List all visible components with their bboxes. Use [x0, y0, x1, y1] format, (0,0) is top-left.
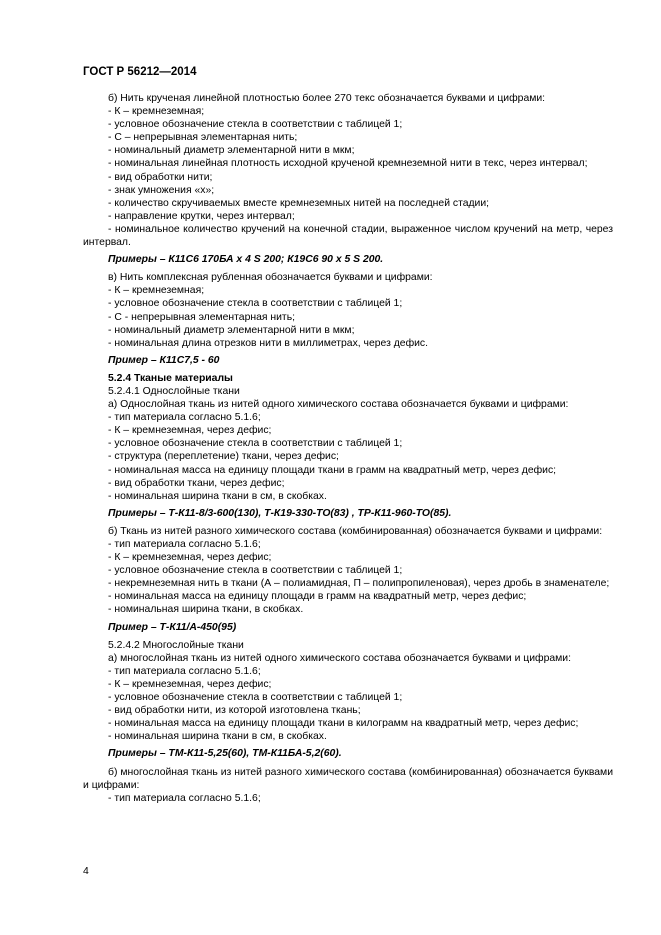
example-text: Примеры – ТМ-К11-5,25(60), ТМ-К11БА-5,2(60).: [108, 748, 342, 760]
list-item: - номинальная масса на единицу площади в грамм на квадратный метр, через дефис;: [108, 591, 527, 603]
list-item: - номинальная линейная плотность исходной крученой кремнеземной нити в текс, через интервал;: [108, 158, 588, 170]
list-item: - К – кремнеземная, через дефис;: [108, 678, 272, 690]
list-item: - условное обозначение стекла в соответствии с таблицей 1;: [108, 438, 403, 450]
paragraph-intro: а) Однослойная ткань из нитей одного химического состава обозначается буквами и цифрами:: [108, 399, 569, 411]
list-item: - номинальный диаметр элементарной нити в мкм;: [108, 324, 355, 336]
list-item: - условное обозначение стекла в соответствии с таблицей 1;: [108, 298, 403, 310]
example-text: Примеры – Т-К11-8/3-600(130), Т-К19-330-ТО(83) , ТР-К11-960-ТО(85).: [108, 507, 452, 519]
list-item: - тип материала согласно 5.1.6;: [108, 412, 261, 424]
list-item: - условное обозначение стекла в соответствии с таблицей 1;: [108, 692, 403, 704]
document-header: ГОСТ Р 56212—2014: [83, 66, 197, 78]
list-item: - К – кремнеземная, через дефис;: [108, 425, 272, 437]
example-text: Пример – К11С7,5 - 60: [108, 354, 220, 366]
list-item: - направление крутки, через интервал;: [108, 210, 295, 222]
example-text: Пример – Т-К11/А-450(95): [108, 621, 237, 633]
list-item: - условное обозначение стекла в соответствии с таблицей 1;: [108, 565, 403, 577]
list-item: - вид обработки нити;: [108, 171, 213, 183]
subsection-heading: 5.2.4.1 Однослойные ткани: [108, 385, 240, 397]
list-item: - тип материала согласно 5.1.6;: [108, 665, 261, 677]
list-item: - тип материала согласно 5.1.6;: [108, 792, 261, 804]
paragraph-intro: а) многослойная ткань из нитей одного химического состава обозначается буквами и цифрами:: [108, 652, 572, 664]
list-item: - номинальная ширина ткани в см, в скобках.: [108, 731, 327, 743]
list-item: - знак умножения «х»;: [108, 184, 215, 196]
section-heading: 5.2.4 Тканые материалы: [108, 372, 233, 384]
list-item: - номинальная ширина ткани в см, в скобках.: [108, 490, 327, 502]
list-item: - тип материала согласно 5.1.6;: [108, 539, 261, 550]
example-text: Примеры – К11С6 170БА х 4 S 200; К19С6 90 х 5 S 200.: [108, 254, 384, 266]
list-item: - С - непрерывная элементарная нить;: [108, 311, 295, 323]
list-item: - вид обработки нити, из которой изготовлена ткань;: [108, 705, 361, 717]
list-item: - количество скручиваемых вместе кремнеземных нитей на последней стадии;: [108, 197, 490, 209]
page-number: 4: [83, 866, 89, 877]
list-item: - номинальная масса на единицу площади ткани в килограмм на квадратный метр, через дефис;: [108, 718, 579, 730]
paragraph-intro: в) Нить комплексная рубленная обозначается буквами и цифрами:: [108, 272, 433, 284]
list-item: - структура (переплетение) ткани, через дефис;: [108, 451, 339, 463]
list-item: - условное обозначение стекла в соответствии с таблицей 1;: [108, 119, 403, 131]
subsection-heading: 5.2.4.2 Многослойные ткани: [108, 639, 244, 651]
document-body: [83, 92, 613, 805]
list-item: - номинальная длина отрезков нити в миллиметрах, через дефис.: [108, 337, 429, 349]
paragraph-intro: б) многослойная ткань из нитей разного химического состава (комбинированная) обозначается буквами и цифрами:: [83, 766, 613, 791]
list-item: - номинальная ширина ткани, в скобках.: [108, 604, 304, 616]
list-item: - К – кремнеземная;: [108, 285, 205, 297]
list-item: - вид обработки ткани, через дефис;: [108, 477, 285, 489]
list-item: - номинальная масса на единицу площади ткани в грамм на квадратный метр, через дефис;: [108, 464, 557, 476]
list-item: - номинальное количество кручений на конечной стадии, выраженное числом кручений на метр, через интервал.: [83, 223, 613, 249]
list-item: - некремнеземная нить в ткани (А – полиамидная, П – полипропиленовая), через дробь в знаменателе;: [108, 578, 610, 590]
list-item: - С – непрерывная элементарная нить;: [108, 132, 298, 144]
list-item: - К – кремнеземная, через дефис;: [108, 552, 272, 564]
list-item: - номинальный диаметр элементарной нити в мкм;: [108, 145, 355, 157]
paragraph-intro: б) Нить крученая линейной плотностью более 270 текс обозначается буквами и цифрами:: [108, 93, 546, 104]
paragraph-intro: б) Ткань из нитей разного химического состава (комбинированная) обозначается буквами и цифрами:: [108, 525, 603, 537]
list-item: - К – кремнеземная;: [108, 106, 205, 118]
